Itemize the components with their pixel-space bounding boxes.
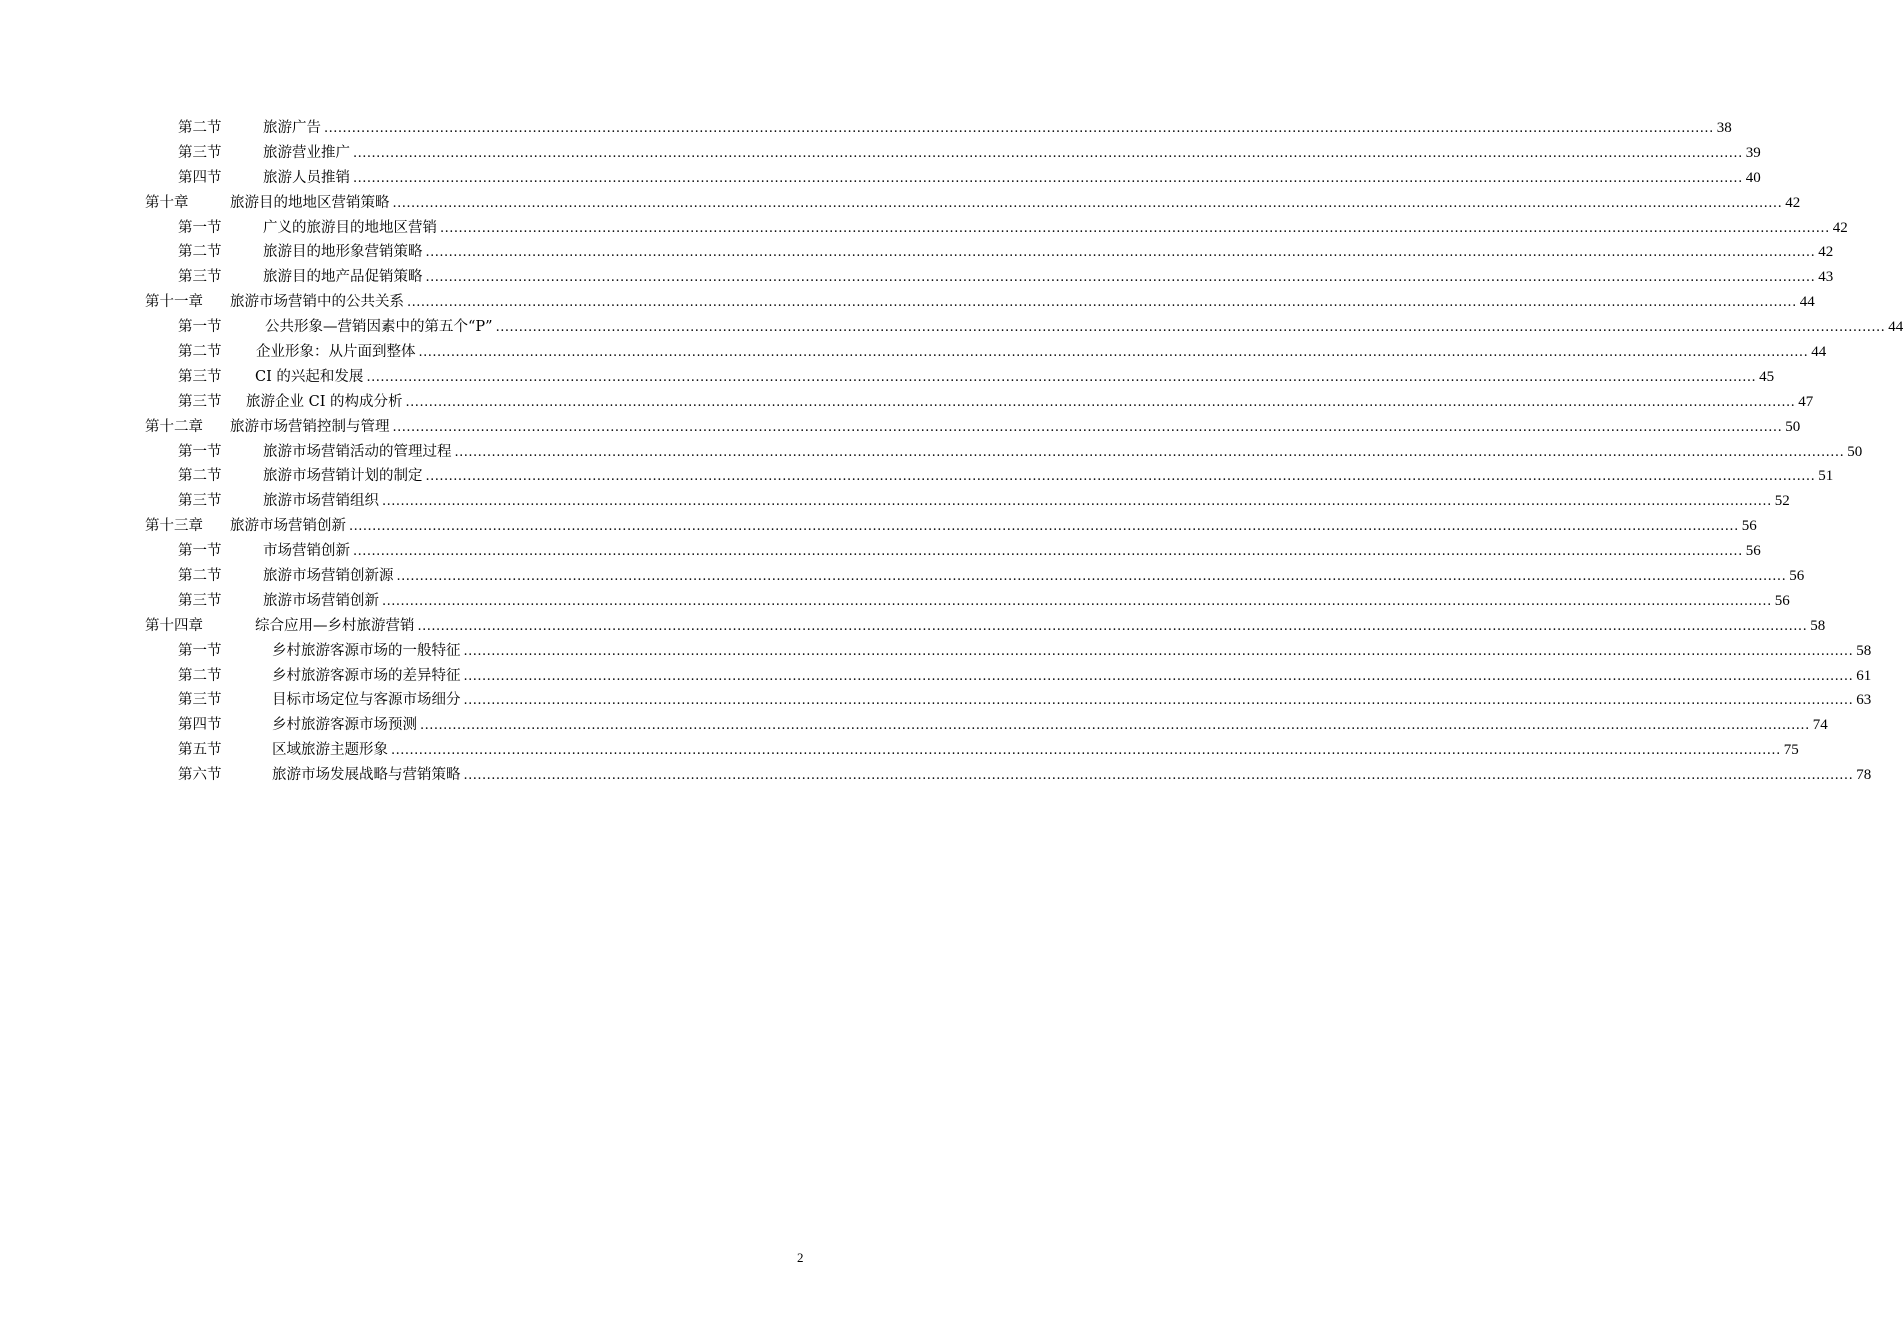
section-number: 第二节 xyxy=(178,344,222,361)
section-number: 第三节 xyxy=(178,144,222,161)
dot-leader: ............................................................................................................................................................................................................................................................................................................ xyxy=(463,768,1854,784)
dot-leader: ............................................................................................................................................................................................................................................................................................................ xyxy=(417,618,1808,634)
section-title: 旅游广告 xyxy=(263,116,321,141)
section-title: 乡村旅游客源市场预测 xyxy=(272,713,417,738)
section-title: 旅游市场营销创新 xyxy=(263,589,379,614)
chapter-title: 综合应用—乡村旅游营销 xyxy=(255,614,415,639)
section-number: 第三节 xyxy=(178,592,222,609)
section-title: 企业形象：从片面到整体 xyxy=(256,340,416,365)
toc-section-entry xyxy=(145,489,1790,514)
section-number: 第三节 xyxy=(178,692,222,709)
toc-entry-line xyxy=(230,290,1815,316)
toc-entry-line xyxy=(263,166,1761,192)
toc-entry-line xyxy=(263,116,1732,142)
toc-section-entry xyxy=(145,240,1834,265)
toc-section-entry xyxy=(145,738,1799,763)
dot-leader: ............................................................................................................................................................................................................................................................................................................ xyxy=(396,569,1787,585)
dot-leader: ............................................................................................................................................................................................................................................................................................................ xyxy=(425,245,1816,261)
toc-page-number: 50 xyxy=(1785,418,1801,435)
toc-page-number: 56 xyxy=(1774,592,1790,609)
section-number: 第二节 xyxy=(178,120,222,136)
section-title: 目标市场定位与客源市场细分 xyxy=(272,688,461,713)
toc-entry-line xyxy=(263,589,1790,615)
chapter-title: 旅游目的地地区营销策略 xyxy=(230,191,390,216)
dot-leader: ............................................................................................................................................................................................................................................................................................................ xyxy=(454,444,1845,460)
toc-entry-line xyxy=(263,489,1790,515)
toc-page-number: 52 xyxy=(1774,493,1790,510)
table-of-contents xyxy=(145,116,1903,788)
toc-entry-line xyxy=(265,315,1903,341)
toc-section-entry xyxy=(145,639,1872,664)
toc-page-number: 74 xyxy=(1812,717,1828,734)
toc-page-number: 42 xyxy=(1832,219,1848,236)
toc-page-number: 51 xyxy=(1818,468,1834,485)
section-title: 乡村旅游客源市场的差异特征 xyxy=(272,664,461,689)
section-number: 第一节 xyxy=(178,642,222,659)
section-title: 市场营销创新 xyxy=(263,539,350,564)
chapter-number: 第十三章 xyxy=(145,518,203,535)
section-title: 旅游市场发展战略与营销策略 xyxy=(272,763,461,788)
toc-page-number: 43 xyxy=(1818,269,1834,286)
toc-entry-line xyxy=(263,564,1805,590)
section-number: 第三节 xyxy=(178,269,222,286)
toc-chapter-entry xyxy=(145,290,1815,315)
toc-section-entry xyxy=(145,390,1814,415)
section-number: 第三节 xyxy=(178,368,222,385)
toc-entry-line xyxy=(272,763,1872,789)
section-title: 旅游市场营销计划的制定 xyxy=(263,464,423,489)
toc-entry-line xyxy=(230,191,1801,217)
toc-section-entry xyxy=(145,564,1805,589)
toc-section-entry xyxy=(145,265,1834,290)
dot-leader: ............................................................................................................................................................................................................................................................................................................ xyxy=(349,519,1739,535)
toc-section-entry xyxy=(145,216,1848,241)
dot-leader: ............................................................................................................................................................................................................................................................................................................ xyxy=(353,544,1743,560)
toc-page-number: 39 xyxy=(1745,144,1761,161)
section-title: 区域旅游主题形象 xyxy=(272,738,388,763)
toc-entry-line xyxy=(263,240,1834,266)
toc-section-entry xyxy=(145,664,1872,689)
dot-leader: ............................................................................................................................................................................................................................................................................................................ xyxy=(463,668,1854,684)
toc-section-entry xyxy=(145,763,1872,788)
toc-entry-line xyxy=(272,664,1872,690)
chapter-number: 第十二章 xyxy=(145,418,203,435)
toc-page-number: 45 xyxy=(1759,368,1775,385)
toc-entry-line xyxy=(263,141,1761,167)
toc-section-entry xyxy=(145,340,1827,365)
chapter-number: 第十章 xyxy=(145,194,189,211)
toc-chapter-entry xyxy=(145,614,1826,639)
toc-section-entry xyxy=(145,116,1732,141)
dot-leader: ............................................................................................................................................................................................................................................................................................................ xyxy=(495,320,1886,336)
toc-entry-line xyxy=(272,738,1799,764)
toc-entry-line xyxy=(263,464,1834,490)
dot-leader: ............................................................................................................................................................................................................................................................................................................ xyxy=(382,593,1772,609)
toc-page-number: 40 xyxy=(1745,169,1761,186)
toc-page-number: 58 xyxy=(1856,642,1872,659)
dot-leader: ............................................................................................................................................................................................................................................................................................................ xyxy=(418,345,1809,361)
toc-page-number: 56 xyxy=(1741,518,1757,535)
toc-page-number: 44 xyxy=(1799,294,1815,311)
toc-section-entry xyxy=(145,713,1828,738)
dot-leader: ............................................................................................................................................................................................................................................................................................................ xyxy=(353,170,1743,186)
toc-section-entry xyxy=(145,365,1775,390)
toc-page-number: 58 xyxy=(1810,617,1826,634)
toc-entry-line xyxy=(272,639,1872,665)
section-number: 第一节 xyxy=(178,319,222,336)
section-title: 旅游企业 CI 的构成分析 xyxy=(246,390,403,415)
toc-entry-line xyxy=(272,713,1828,739)
toc-entry-line xyxy=(263,265,1834,291)
toc-section-entry xyxy=(145,589,1790,614)
chapter-title: 旅游市场营销创新 xyxy=(230,514,346,539)
section-title: 旅游人员推销 xyxy=(263,166,350,191)
toc-section-entry xyxy=(145,166,1761,191)
toc-page-number: 47 xyxy=(1798,393,1814,410)
toc-entry-line xyxy=(256,340,1827,366)
section-number: 第四节 xyxy=(178,169,222,186)
toc-chapter-entry xyxy=(145,415,1801,440)
dot-leader: ............................................................................................................................................................................................................................................................................................................ xyxy=(463,693,1854,709)
toc-page-number: 38 xyxy=(1716,120,1732,136)
section-number: 第二节 xyxy=(178,244,222,261)
section-title: 广义的旅游目的地地区营销 xyxy=(263,216,437,241)
section-number: 第五节 xyxy=(178,742,222,759)
dot-leader: ............................................................................................................................................................................................................................................................................................................ xyxy=(425,469,1816,485)
section-title: 旅游目的地形象营销策略 xyxy=(263,240,423,265)
dot-leader: ............................................................................................................................................................................................................................................................................................................ xyxy=(392,419,1783,435)
section-number: 第一节 xyxy=(178,443,222,460)
section-title: 旅游市场营销创新源 xyxy=(263,564,394,589)
dot-leader: ............................................................................................................................................................................................................................................................................................................ xyxy=(392,195,1783,211)
section-title: 旅游目的地产品促销策略 xyxy=(263,265,423,290)
toc-entry-line xyxy=(246,390,1814,416)
dot-leader: ............................................................................................................................................................................................................................................................................................................ xyxy=(382,494,1772,510)
dot-leader: ............................................................................................................................................................................................................................................................................................................ xyxy=(420,718,1810,734)
toc-entry-line xyxy=(263,539,1761,565)
dot-leader: ............................................................................................................................................................................................................................................................................................................ xyxy=(463,643,1854,659)
section-number: 第二节 xyxy=(178,667,222,684)
page-number: 2 xyxy=(797,1250,804,1265)
section-number: 第二节 xyxy=(178,568,222,585)
section-number: 第一节 xyxy=(178,543,222,560)
toc-section-entry xyxy=(145,440,1863,465)
section-number: 第三节 xyxy=(178,493,222,510)
toc-entry-line xyxy=(255,614,1826,640)
section-number: 第四节 xyxy=(178,717,222,734)
toc-page-number: 56 xyxy=(1789,568,1805,585)
chapter-title: 旅游市场营销控制与管理 xyxy=(230,415,390,440)
section-number: 第一节 xyxy=(178,219,222,236)
toc-page-number: 75 xyxy=(1783,742,1799,759)
toc-section-entry xyxy=(145,539,1761,564)
section-number: 第三节 xyxy=(178,393,222,410)
toc-section-entry xyxy=(145,315,1903,340)
chapter-number: 第十四章 xyxy=(145,617,203,634)
toc-chapter-entry xyxy=(145,191,1801,216)
dot-leader: ............................................................................................................................................................................................................................................................................................................ xyxy=(324,121,1714,136)
toc-page-number: 56 xyxy=(1745,543,1761,560)
toc-page-number: 44 xyxy=(1888,319,1903,336)
dot-leader: ............................................................................................................................................................................................................................................................................................................ xyxy=(353,145,1743,161)
toc-section-entry xyxy=(145,688,1872,713)
toc-section-entry xyxy=(145,464,1834,489)
section-number: 第六节 xyxy=(178,767,222,784)
section-title: 旅游市场营销活动的管理过程 xyxy=(263,440,452,465)
toc-page-number: 44 xyxy=(1811,344,1827,361)
toc-entry-line xyxy=(230,514,1757,540)
dot-leader: ............................................................................................................................................................................................................................................................................................................ xyxy=(425,270,1816,286)
toc-page-number: 78 xyxy=(1856,767,1872,784)
toc-page-number: 42 xyxy=(1785,194,1801,211)
toc-section-entry xyxy=(145,141,1761,166)
toc-entry-line xyxy=(230,415,1801,441)
toc-entry-line xyxy=(272,688,1872,714)
dot-leader: ............................................................................................................................................................................................................................................................................................................ xyxy=(391,743,1781,759)
toc-entry-line xyxy=(255,365,1775,391)
section-title: CI 的兴起和发展 xyxy=(255,365,363,390)
section-title: 旅游营业推广 xyxy=(263,141,350,166)
toc-page-number: 50 xyxy=(1847,443,1863,460)
toc-entry-line xyxy=(263,440,1863,466)
chapter-number: 第十一章 xyxy=(145,294,203,311)
chapter-title: 旅游市场营销中的公共关系 xyxy=(230,290,404,315)
dot-leader: ............................................................................................................................................................................................................................................................................................................ xyxy=(440,220,1830,236)
toc-chapter-entry xyxy=(145,514,1757,539)
section-title: 旅游市场营销组织 xyxy=(263,489,379,514)
section-number: 第二节 xyxy=(178,468,222,485)
dot-leader: ............................................................................................................................................................................................................................................................................................................ xyxy=(405,394,1796,410)
dot-leader: ............................................................................................................................................................................................................................................................................................................ xyxy=(407,295,1797,311)
toc-entry-line xyxy=(263,216,1848,242)
section-title: 公共形象—营销因素中的第五个“P” xyxy=(265,315,493,340)
dot-leader: ............................................................................................................................................................................................................................................................................................................ xyxy=(366,369,1757,385)
section-title: 乡村旅游客源市场的一般特征 xyxy=(272,639,461,664)
toc-page-number: 63 xyxy=(1856,692,1872,709)
toc-page-number: 61 xyxy=(1856,667,1872,684)
toc-page-number: 42 xyxy=(1818,244,1834,261)
